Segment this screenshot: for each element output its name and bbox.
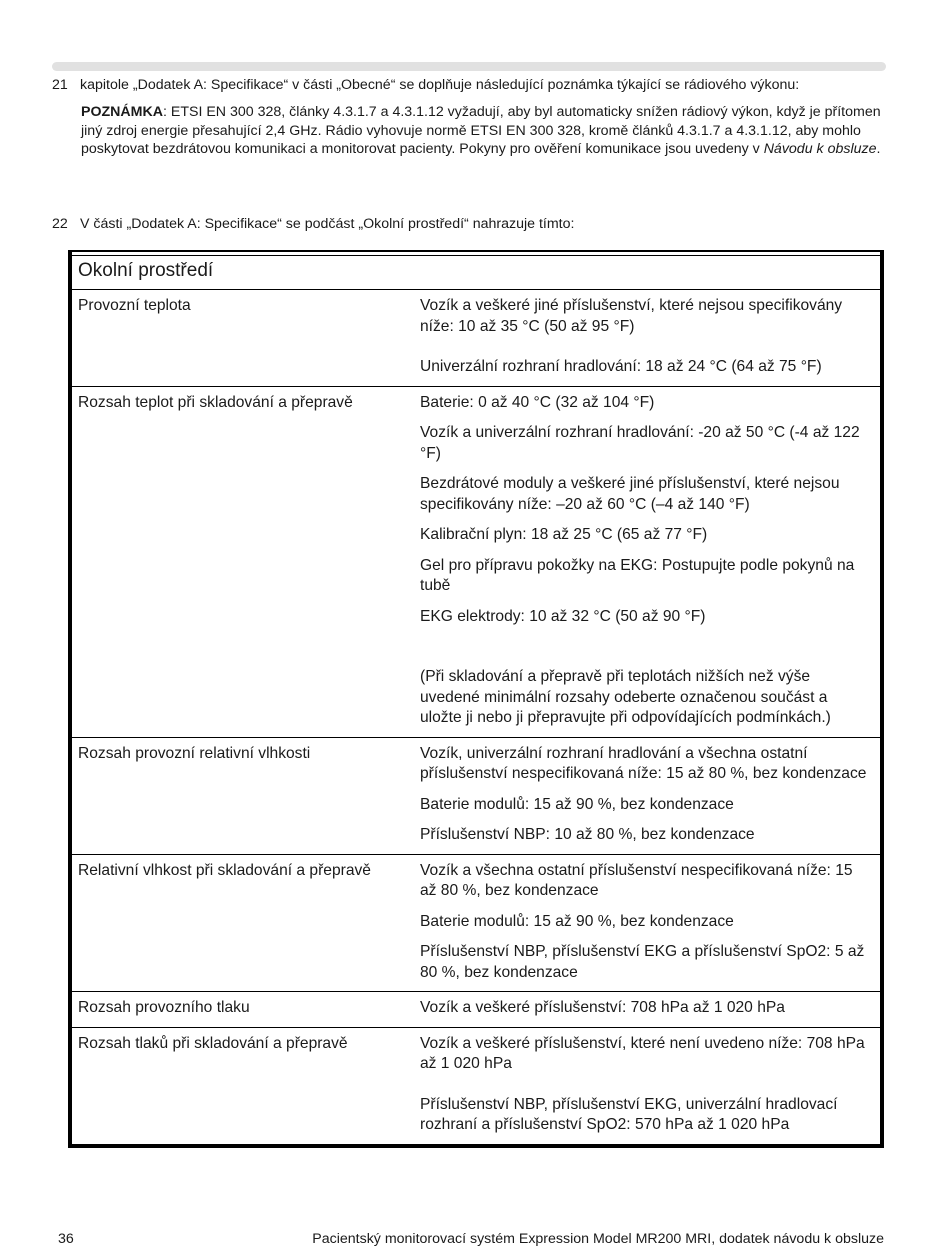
value-text: Kalibrační plyn: 18 až 25 °C (65 až 77 °F)	[420, 526, 708, 543]
note-text-end: .	[876, 141, 881, 157]
table-row	[72, 1028, 880, 1144]
value-text: Příslušenství NBP: 10 až 80 %, bez kondenzace	[420, 826, 755, 843]
row-label: Rozsah provozního tlaku	[78, 999, 250, 1016]
header-rule	[52, 62, 886, 71]
row-values	[418, 855, 880, 992]
value-text: Univerzální rozhraní hradlování: 18 až 24 °C (64 až 75 °F)	[420, 358, 822, 375]
row-label: Rozsah provozní relativní vlhkosti	[78, 744, 311, 762]
item-number: 22	[52, 216, 68, 232]
row-label: Rozsah tlaků při skladování a přepravě	[78, 1034, 348, 1052]
table-row	[72, 992, 880, 1028]
value-text: Bezdrátové moduly a veškeré jiné příslušenství, které nejsou specifikovány níže: –20 až 60 °C (–4 až 140 °F)	[420, 475, 840, 513]
row-values	[418, 738, 880, 854]
note-paragraph	[81, 103, 881, 159]
table-row	[72, 855, 880, 993]
note-text: : ETSI EN 300 328, články 4.3.1.7 a 4.3.1.12 vyžadují, aby byl automaticky snížen rádiový výkon, když je přítomen jiný zdroj energie přesahující 2,4 GHz. Rádio vyhovuje normě ETSI EN 300 328, kromě článků 4.3.1.7 a 4.3.1.12, aby mohlo poskytovat bezdrátovou komunikaci a monitorovat pacienty. Pokyny pro ověření komunikace jsou uvedeny v	[81, 104, 881, 157]
item-21	[52, 76, 882, 94]
item-text: kapitole „Dodatek A: Specifikace“ v části „Obecné“ se doplňuje následující poznámka týkající se rádiového výkonu:	[80, 77, 800, 93]
row-label: Provozní teplota	[78, 297, 191, 314]
row-values	[418, 1028, 880, 1144]
value-text: Baterie modulů: 15 až 90 %, bez kondenzace	[420, 912, 734, 930]
row-values	[418, 290, 880, 386]
row-label: Rozsah teplot při skladování a přepravě	[78, 393, 353, 411]
value-text: Vozík a veškeré příslušenství: 708 hPa až 1 020 hPa	[420, 999, 785, 1016]
note-manual-reference: Návodu k obsluze	[763, 141, 877, 157]
table-row	[72, 387, 880, 738]
value-text: (Při skladování a přepravě při teplotách nižších než výše uvedené minimální rozsahy odeberte označenou součást a uložte ji nebo ji přepravujte při odpovídajících podmínkách.)	[420, 668, 831, 726]
note-label: POZNÁMKA	[81, 104, 163, 120]
item-number: 21	[52, 77, 68, 93]
row-values	[418, 387, 880, 737]
item-22	[52, 215, 882, 233]
table-row	[72, 290, 880, 387]
row-label: Relativní vlhkost při skladování a přepravě	[78, 861, 371, 879]
value-text: Vozík a všechna ostatní příslušenství nespecifikovaná níže: 15 až 80 %, bez kondenzace	[420, 861, 853, 899]
value-text: Vozík a univerzální rozhraní hradlování: -20 až 50 °C (-4 až 122 °F)	[420, 424, 860, 462]
value-text: Vozík a veškeré příslušenství, které není uvedeno níže: 708 hPa až 1 020 hPa	[420, 1034, 865, 1072]
value-text: Příslušenství NBP, příslušenství EKG, univerzální hradlovací rozhraní a příslušenství SpO2: 570 hPa až 1 020 hPa	[420, 1095, 838, 1133]
value-text: Vozík a veškeré jiné příslušenství, které nejsou specifikovány níže: 10 až 35 °C (50 až 95 °F)	[420, 297, 843, 335]
value-text: Baterie modulů: 15 až 90 %, bez kondenzace	[420, 795, 734, 813]
item-text: V části „Dodatek A: Specifikace“ se podčást „Okolní prostředí“ nahrazuje tímto:	[80, 216, 575, 232]
environment-table	[68, 250, 884, 1148]
value-text: Příslušenství NBP, příslušenství EKG a příslušenství SpO2: 5 až 80 %, bez kondenzace	[420, 943, 865, 981]
table-title: Okolní prostředí	[72, 255, 880, 290]
value-text: EKG elektrody: 10 až 32 °C (50 až 90 °F)	[420, 607, 706, 625]
value-text: Baterie: 0 až 40 °C (32 až 104 °F)	[420, 393, 655, 411]
row-values	[418, 992, 880, 1027]
footer-title: Pacientský monitorovací systém Expression Model MR200 MRI, dodatek návodu k obsluze	[312, 1231, 884, 1247]
table-row	[72, 738, 880, 855]
page-number: 36	[58, 1231, 74, 1247]
value-text: Gel pro přípravu pokožky na EKG: Postupujte podle pokynů na tubě	[420, 556, 855, 594]
value-text: Vozík, univerzální rozhraní hradlování a všechna ostatní příslušenství nespecifikovaná níže: 15 až 80 %, bez kondenzace	[420, 744, 867, 782]
